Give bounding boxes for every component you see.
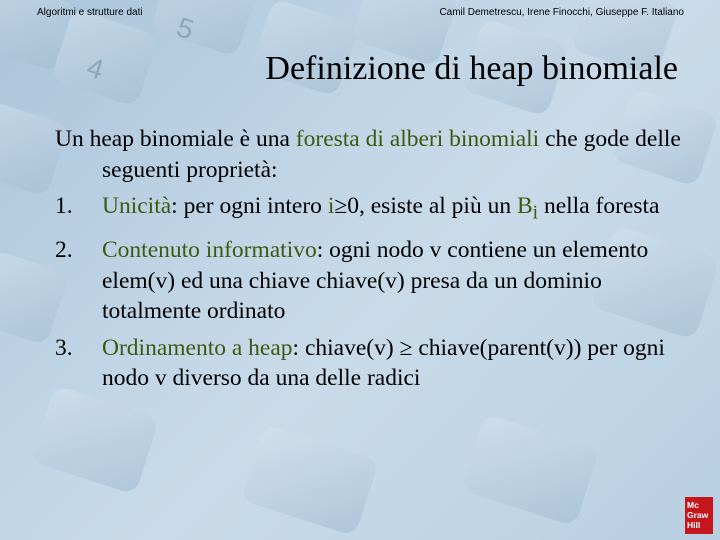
list-number: 1. — [55, 193, 73, 219]
item-highlight: Unicità — [102, 193, 172, 219]
item-text: : ogni nodo v contiene un elemento elem(v) ed una chiave chiave(v) presa da un dominio totalmente ordinato — [102, 237, 649, 325]
intro-paragraph — [55, 124, 695, 185]
item-subscript: i — [532, 202, 539, 224]
svg-text:4: 4 — [83, 51, 108, 86]
intro-highlight: foresta di alberi binomiali — [295, 126, 540, 152]
item-text-2: ≥0, esiste al più un — [334, 193, 517, 219]
header-authors: Camil Demetrescu, Irene Finocchi, Giuseppe F. Italiano — [439, 7, 684, 18]
intro-text-2: che gode delle seguenti proprietà: — [102, 126, 681, 183]
item-highlight: Contenuto informativo — [102, 237, 317, 264]
logo-line-1: Mc — [687, 500, 699, 510]
item-highlight-b: B — [516, 193, 533, 219]
logo-line-3: Hill — [687, 520, 701, 530]
intro-text-1: Un heap binomiale è una — [55, 126, 296, 152]
list-number: 2. — [55, 237, 73, 264]
logo-line-2: Graw — [687, 510, 709, 520]
item-text-3: nella foresta — [538, 193, 660, 219]
slide-title: Definizione di heap binomiale — [265, 50, 678, 87]
slide-body — [55, 124, 695, 400]
item-text: : chiave(v) ≥ chiave(parent(v)) per ogni nodo v diverso da una delle radici — [102, 334, 665, 392]
list-number: 3. — [55, 334, 73, 361]
item-highlight: Ordinamento a heap — [102, 334, 293, 361]
svg-text:5: 5 — [173, 11, 198, 46]
list-item — [55, 333, 695, 394]
header-course-title: Algoritmi e strutture dati — [37, 7, 143, 18]
item-highlight-i: i — [327, 193, 335, 219]
list-item — [55, 235, 695, 327]
list-item — [55, 191, 695, 229]
item-text: : per ogni intero — [171, 193, 328, 219]
mcgraw-hill-logo — [685, 497, 713, 534]
